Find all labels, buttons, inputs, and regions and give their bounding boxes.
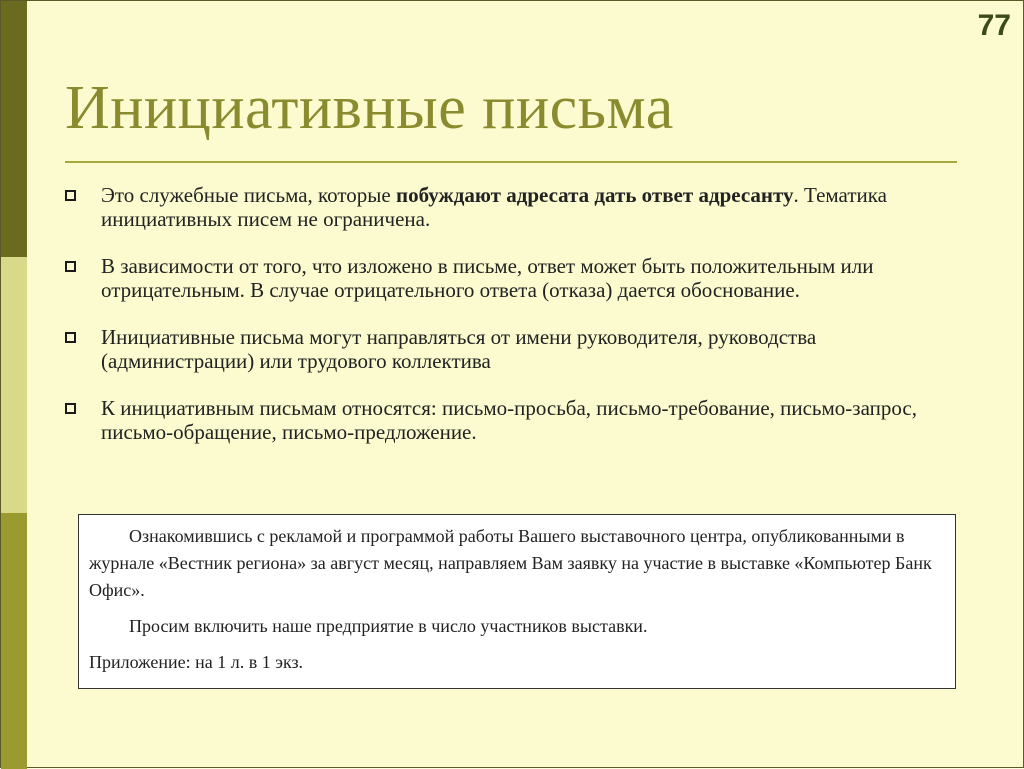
sidebar-stripe-dark [1,1,27,257]
title-underline [65,161,957,163]
example-paragraph-2: Просим включить наше предприятие в число участников выставки. [129,616,648,636]
sidebar-stripe-mid [1,513,27,769]
bullet-item-3 [63,325,963,373]
bullet-item-2 [63,254,963,302]
bullet-bold-text: побуждают адресата дать ответ адресанту [395,183,794,207]
square-bullet-icon [65,403,76,414]
bullet-text: Инициативные письма могут направляться от имени руководителя, руководства (администрации) или трудового коллектива [101,325,817,373]
square-bullet-icon [65,332,76,343]
page-number: 77 [977,9,1011,42]
square-bullet-icon [65,190,76,201]
square-bullet-icon [65,261,76,272]
bullet-text: К инициативным письмам относятся: письмо-просьба, письмо-требование, письмо-запрос, письмо-обращение, письмо-предложение. [101,396,917,444]
bullet-text: Это служебные письма, которые [101,183,396,207]
sidebar-stripe-light [1,257,27,513]
bullet-text: В зависимости от того, что изложено в письме, ответ может быть положительным или отрицательным. В случае отрицательного ответа (отказа) дается обоснование. [101,254,874,302]
example-paragraph-1: Ознакомившись с рекламой и программой работы Вашего выставочного центра, опубликованными в журнале «Вестник региона» за август месяц, направляем Вам заявку на участие в выставке «Компьютер Банк Офис». [89,526,932,600]
bullet-list [63,183,963,467]
bullet-item-1 [63,183,963,231]
bullet-text-tail: . Тематика инициативных писем не ограничена. [101,183,887,231]
example-letter-box [78,514,956,689]
bullet-item-4 [63,396,963,444]
slide-title: Инициативные письма [65,74,674,142]
example-attachment: Приложение: на 1 л. в 1 экз. [89,652,304,672]
